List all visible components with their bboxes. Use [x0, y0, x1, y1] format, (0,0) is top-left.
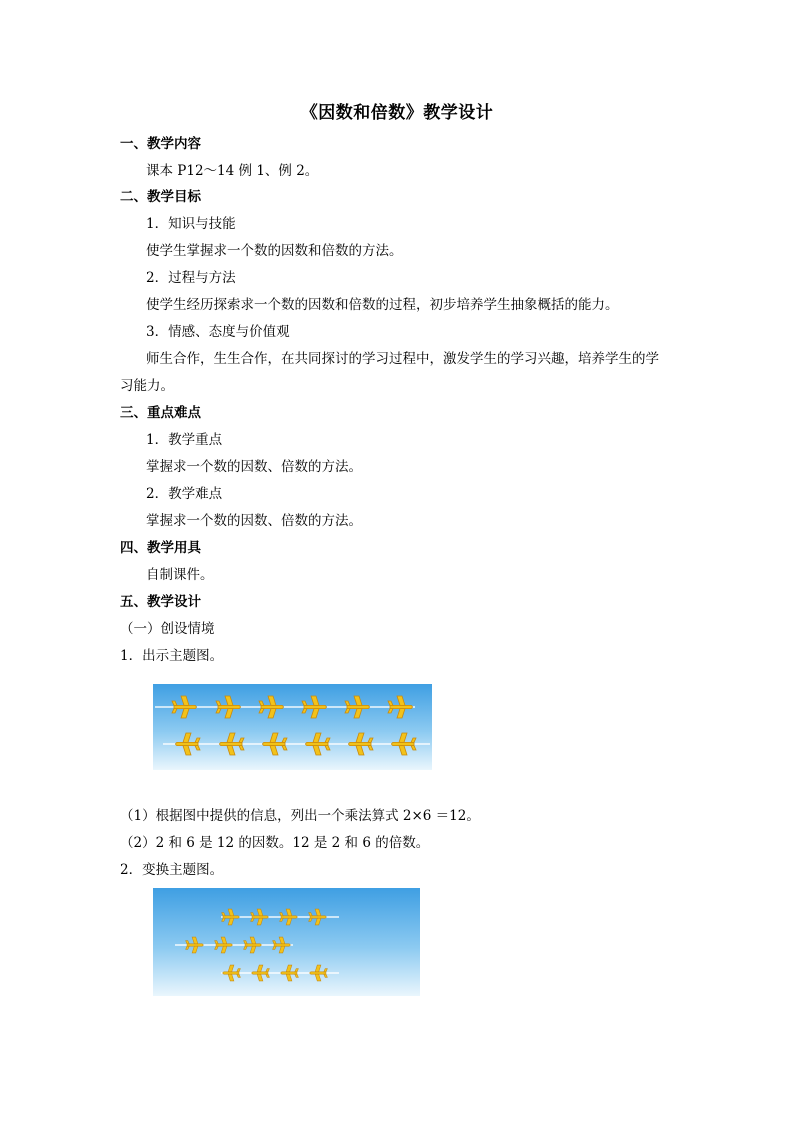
airplane-icon — [244, 937, 262, 953]
keypoint-1-text: 掌握求一个数的因数、倍数的方法。 — [146, 459, 362, 475]
transformed-theme-image — [153, 888, 420, 996]
airplane-icon — [388, 696, 413, 718]
airplane-icon — [280, 909, 298, 925]
airplane-icon — [186, 937, 204, 953]
airplane-icon — [215, 937, 233, 953]
airplane-icon — [302, 696, 327, 718]
airplane-icon — [176, 733, 201, 755]
content-text: 课本 P12～14 例 1、例 2。 — [146, 163, 319, 179]
planes-illustration-2 — [153, 888, 420, 996]
airplane-icon — [392, 733, 417, 755]
airplane-icon — [309, 909, 327, 925]
airplane-icon — [345, 696, 370, 718]
airplane-icon — [281, 965, 299, 981]
airplane-icon — [273, 937, 291, 953]
objective-3-text-cont: 习能力。 — [120, 378, 174, 394]
section-heading-content: 一、教学内容 — [120, 136, 201, 152]
airplane-icon — [310, 965, 328, 981]
objective-1-text: 使学生掌握求一个数的因数和倍数的方法。 — [146, 243, 403, 259]
design-step-2: 2．变换主题图。 — [120, 862, 224, 878]
theme-image-planes — [153, 684, 432, 770]
keypoint-2-title: 2．教学难点 — [146, 486, 223, 502]
airplane-icon — [223, 965, 241, 981]
objective-2-title: 2．过程与方法 — [146, 270, 236, 286]
keypoint-2-text: 掌握求一个数的因数、倍数的方法。 — [146, 513, 362, 529]
airplane-icon — [251, 909, 269, 925]
objective-1-title: 1．知识与技能 — [146, 216, 236, 232]
objective-3-text: 师生合作，生生合作，在共同探讨的学习过程中，激发学生的学习兴趣，培养学生的学 — [146, 351, 659, 367]
airplane-icon — [259, 696, 284, 718]
section-heading-tools: 四、教学用具 — [120, 540, 201, 556]
design-question-1: （1）根据图中提供的信息，列出一个乘法算式 2×6 ＝12。 — [120, 808, 480, 824]
design-subheading: （一）创设情境 — [120, 621, 215, 637]
airplane-icon — [263, 733, 288, 755]
airplane-icon — [220, 733, 245, 755]
tools-text: 自制课件。 — [146, 567, 214, 583]
design-question-2: （2）2 和 6 是 12 的因数。12 是 2 和 6 的倍数。 — [120, 835, 430, 851]
airplane-icon — [306, 733, 331, 755]
airplane-icon — [172, 696, 197, 718]
airplane-icon — [252, 965, 270, 981]
planes-illustration — [153, 684, 432, 770]
keypoint-1-title: 1．教学重点 — [146, 432, 223, 448]
section-heading-objectives: 二、教学目标 — [120, 189, 201, 205]
section-heading-design: 五、教学设计 — [120, 594, 201, 610]
design-step-1: 1．出示主题图。 — [120, 648, 224, 664]
airplane-icon — [222, 909, 240, 925]
document-title: 《因数和倍数》教学设计 — [300, 103, 494, 123]
objective-3-title: 3．情感、态度与价值观 — [146, 324, 290, 340]
airplane-icon — [349, 733, 374, 755]
section-heading-keypoints: 三、重点难点 — [120, 405, 201, 421]
airplane-icon — [216, 696, 241, 718]
objective-2-text: 使学生经历探索求一个数的因数和倍数的过程，初步培养学生抽象概括的能力。 — [146, 297, 619, 313]
